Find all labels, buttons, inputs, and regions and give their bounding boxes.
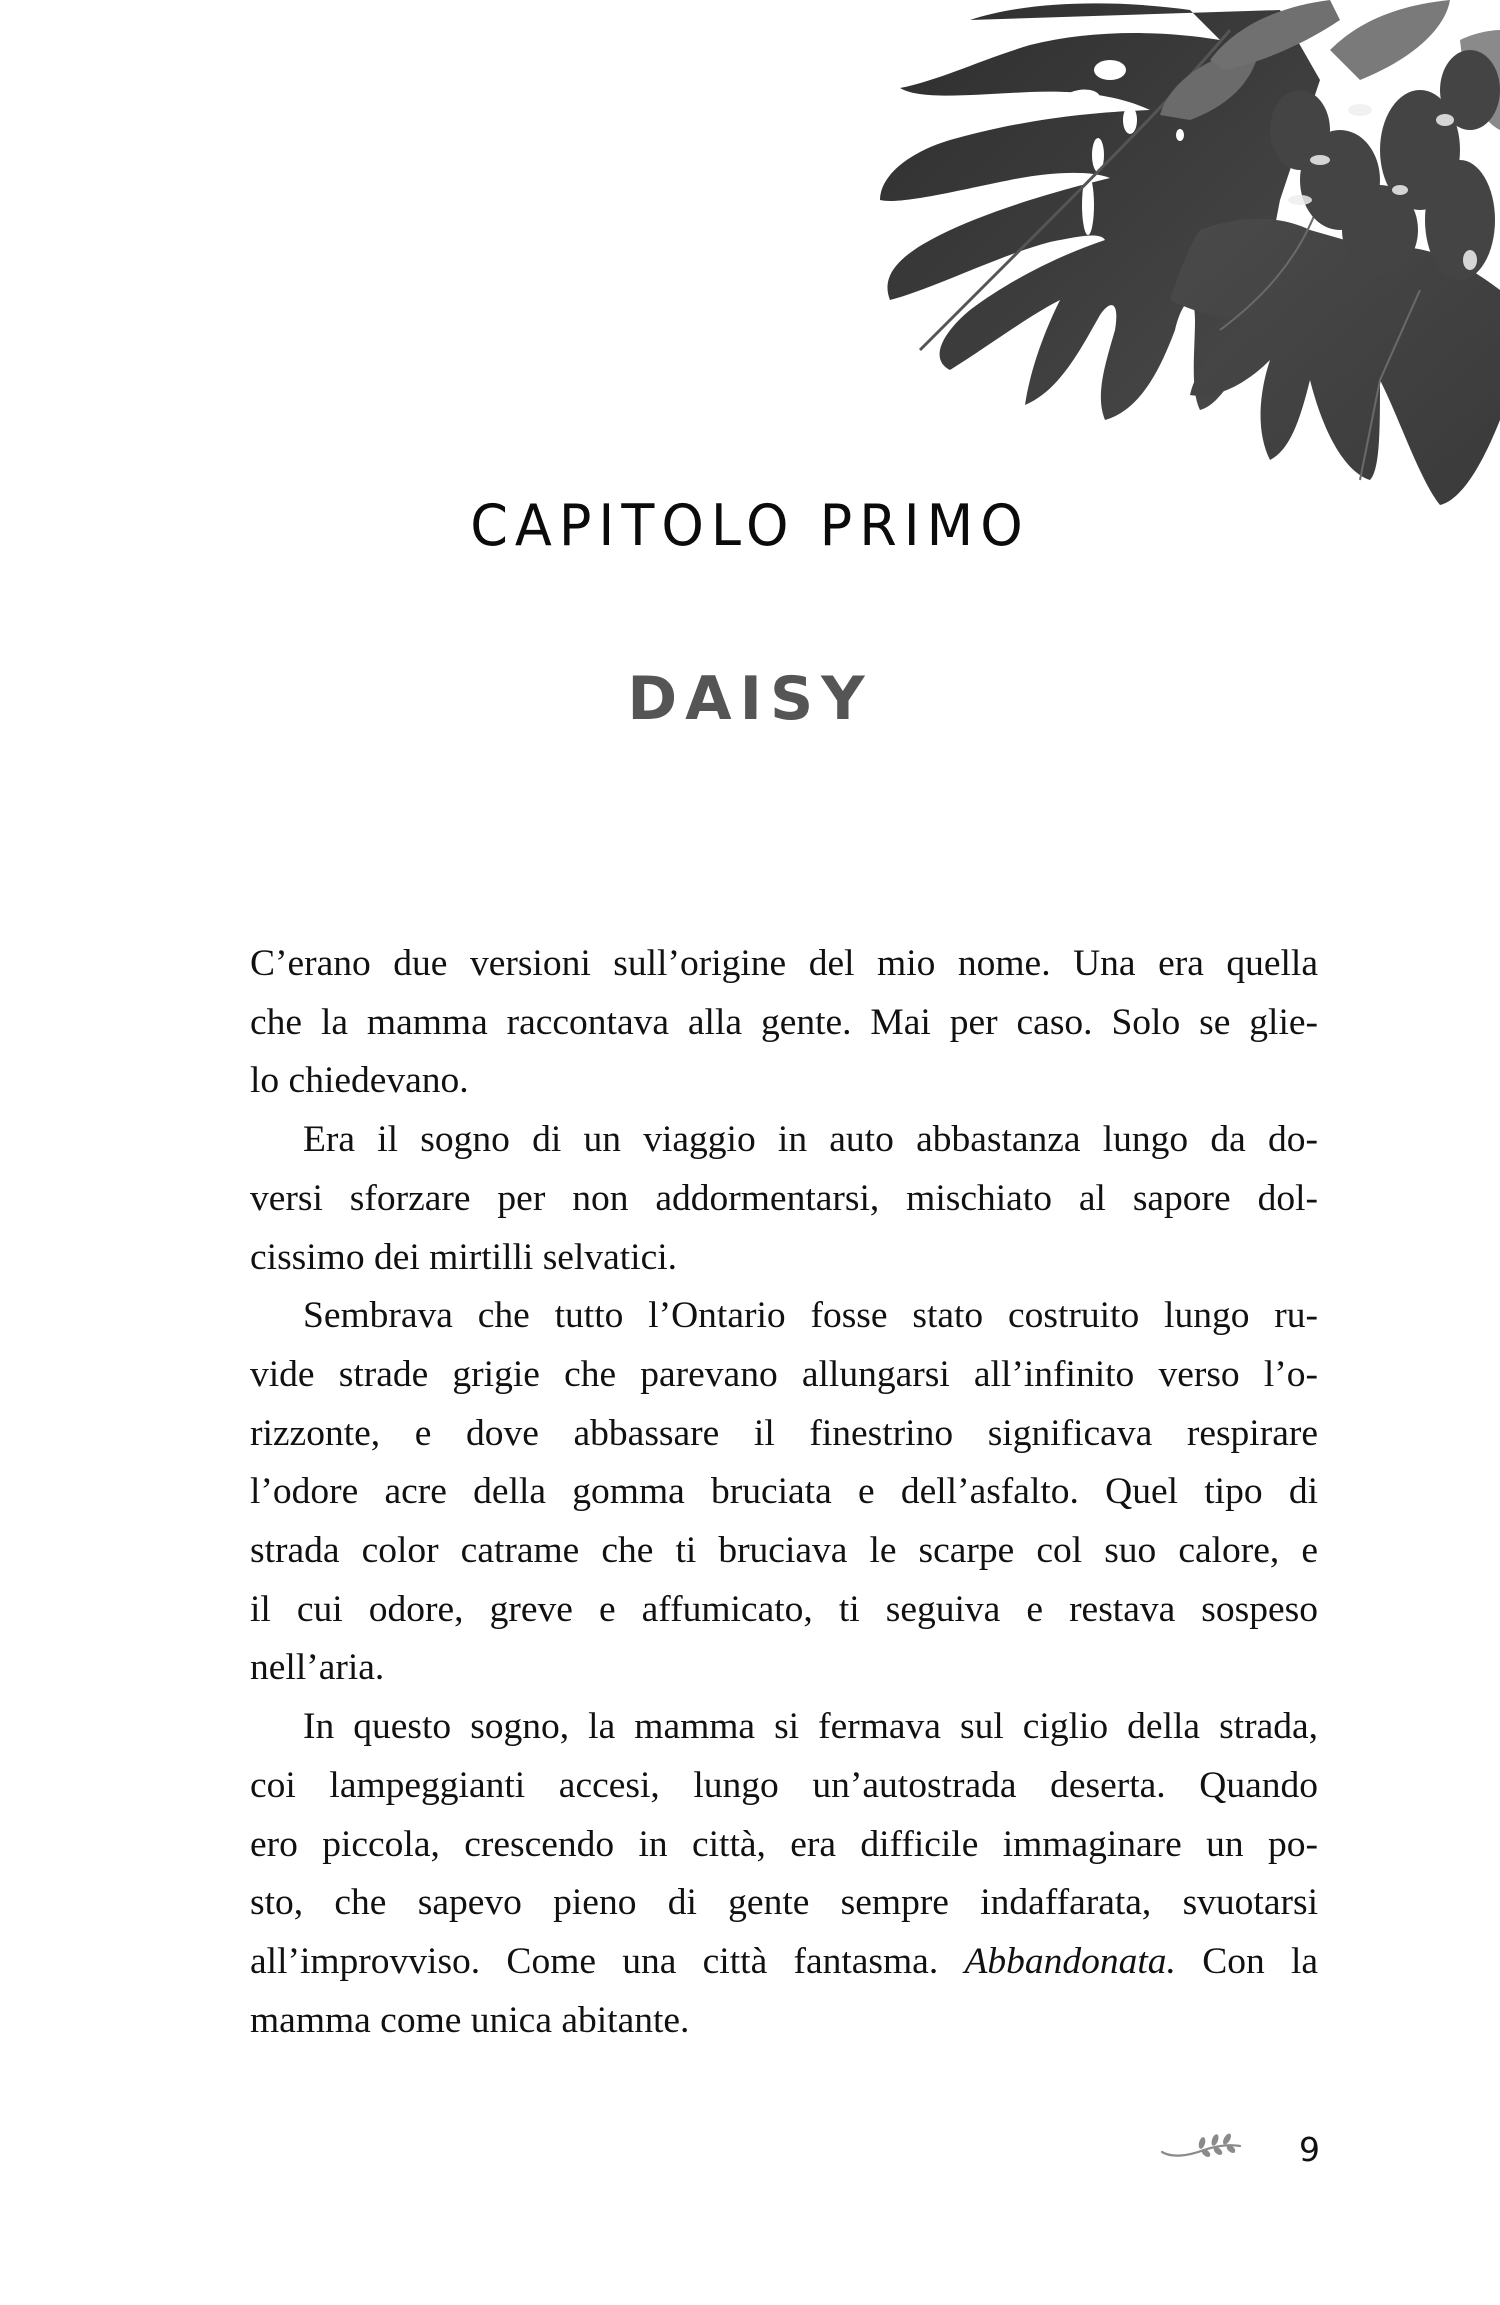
monstera-leaves-illustration: [860, 0, 1500, 510]
text-line: Era il sogno di un viaggio in auto abbastanza lungo da do-: [303, 1119, 1318, 1161]
paragraph: [250, 935, 1318, 1111]
text-line: strada color catrame che ti bruciava le scarpe col suo calore, e: [250, 1530, 1318, 1572]
text-line: che la mamma raccontava alla gente. Mai per caso. Solo se glie-: [250, 1001, 1318, 1043]
text-line: versi sforzare per non addormentarsi, mischiato al sapore dol-: [250, 1177, 1318, 1219]
paragraph: [250, 1287, 1318, 1698]
page-number: 9: [1299, 2130, 1320, 2169]
text-line: l’odore acre della gomma bruciata e dell’asfalto. Quel tipo di: [250, 1471, 1318, 1513]
text-line: sto, che sapevo pieno di gente sempre indaffarata, svuotarsi: [250, 1882, 1318, 1924]
text-line: Sembrava che tutto l’Ontario fosse stato costruito lungo ru-: [303, 1295, 1318, 1337]
text-line: cissimo dei mirtilli selvatici.: [250, 1236, 678, 1278]
chapter-body: [250, 935, 1318, 2050]
page-footer: [1150, 2128, 1320, 2176]
chapter-title: DAISY: [627, 664, 873, 734]
text-line: coi lampeggianti accesi, lungo un’autostrada deserta. Quando: [250, 1764, 1318, 1806]
text-line: nell’aria.: [250, 1647, 385, 1689]
text-line: ero piccola, crescendo in città, era difficile immaginare un po-: [250, 1823, 1318, 1865]
text-line: all’improvviso. Come una città fantasma. Abbandonata. Con la: [250, 1940, 1319, 1982]
paragraph: [250, 1111, 1318, 1287]
text-line: In questo sogno, la mamma si fermava sul ciglio della strada,: [303, 1706, 1318, 1748]
text-line: il cui odore, greve e affumicato, ti seguiva e restava sospeso: [250, 1588, 1318, 1630]
text-line: vide strade grigie che parevano allungarsi all’infinito verso l’o-: [250, 1353, 1318, 1395]
text-line: mamma come unica abitante.: [250, 1999, 690, 2041]
leaf-sprig-icon: [1160, 2132, 1244, 2162]
paragraph: [250, 1698, 1318, 2050]
text-line: lo chiedevano.: [250, 1060, 469, 1102]
italic-word: Abbandonata.: [964, 1940, 1176, 1982]
text-line: C’erano due versioni sull’origine del mio nome. Una era quella: [250, 943, 1318, 984]
text-line: rizzonte, e dove abbassare il finestrino significava respirare: [250, 1412, 1318, 1454]
chapter-label: CAPITOLO PRIMO: [470, 492, 1030, 559]
